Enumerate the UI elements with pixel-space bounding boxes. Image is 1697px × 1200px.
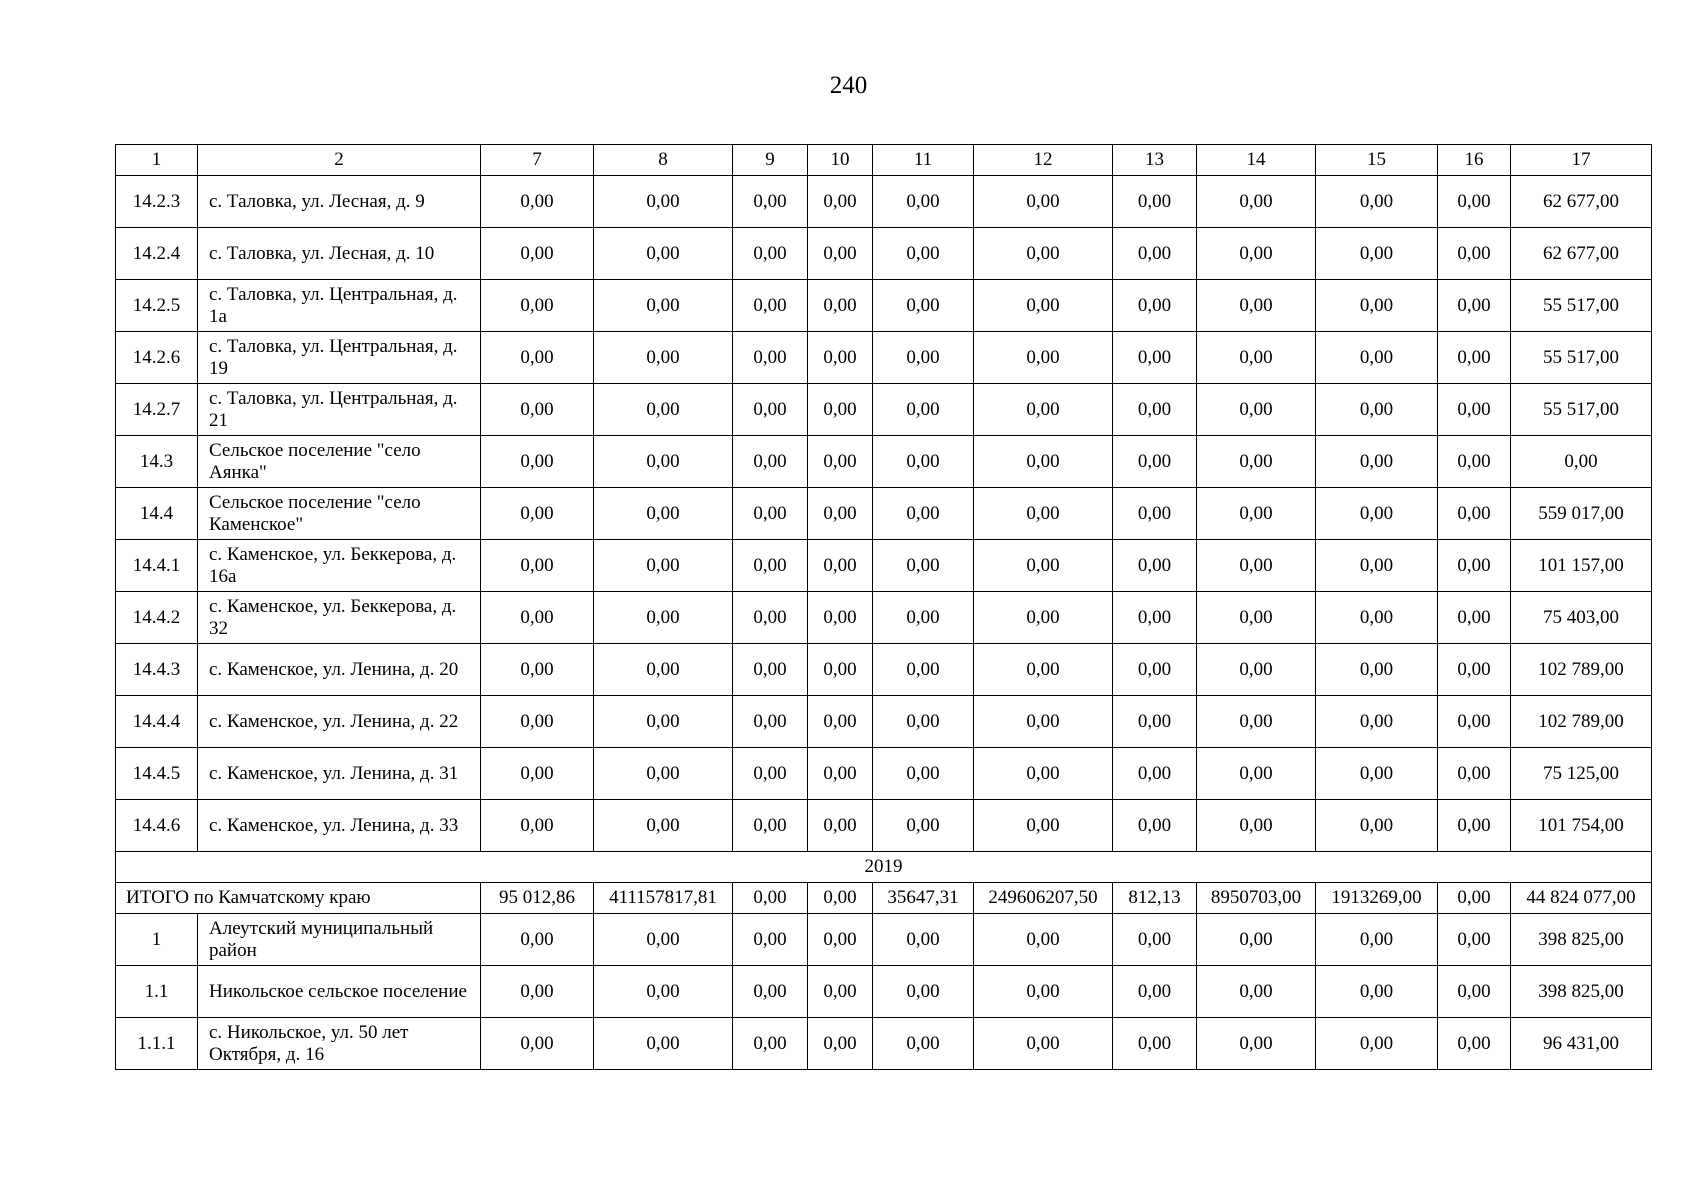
row-value: 0,00 [594, 644, 733, 696]
row-value: 0,00 [733, 592, 808, 644]
row-value: 0,00 [481, 966, 594, 1018]
row-value: 0,00 [1197, 1018, 1316, 1070]
row-value: 0,00 [873, 436, 974, 488]
table-row [116, 966, 1652, 1018]
row-value: 0,00 [1197, 592, 1316, 644]
row-value: 62 677,00 [1511, 228, 1652, 280]
row-value: 0,00 [594, 966, 733, 1018]
row-value: 0,00 [1197, 332, 1316, 384]
row-value: 0,00 [733, 332, 808, 384]
row-value: 0,00 [1316, 176, 1438, 228]
row-value: 0,00 [1197, 696, 1316, 748]
row-value: 0,00 [1316, 384, 1438, 436]
row-number: 14.2.5 [116, 280, 198, 332]
column-header: 13 [1113, 145, 1197, 176]
row-value: 0,00 [974, 436, 1113, 488]
row-value: 0,00 [1316, 914, 1438, 966]
row-value: 0,00 [873, 228, 974, 280]
row-value: 0,00 [1197, 384, 1316, 436]
row-value: 55 517,00 [1511, 384, 1652, 436]
total-value: 8950703,00 [1197, 883, 1316, 914]
row-value: 0,00 [733, 644, 808, 696]
table-row [116, 748, 1652, 800]
row-value: 75 125,00 [1511, 748, 1652, 800]
row-value: 0,00 [873, 696, 974, 748]
row-name: с. Никольское, ул. 50 лет Октября, д. 16 [198, 1018, 481, 1070]
row-value: 0,00 [594, 592, 733, 644]
row-value: 0,00 [1197, 228, 1316, 280]
row-value: 0,00 [1113, 540, 1197, 592]
table-row [116, 332, 1652, 384]
row-value: 0,00 [1113, 966, 1197, 1018]
row-number: 1.1 [116, 966, 198, 1018]
row-value: 0,00 [873, 966, 974, 1018]
row-value: 0,00 [1197, 644, 1316, 696]
row-value: 0,00 [481, 1018, 594, 1070]
row-value: 0,00 [733, 436, 808, 488]
row-number: 14.4.5 [116, 748, 198, 800]
row-value: 0,00 [974, 332, 1113, 384]
row-value: 0,00 [1316, 540, 1438, 592]
row-value: 0,00 [974, 748, 1113, 800]
total-value: 411157817,81 [594, 883, 733, 914]
row-value: 0,00 [733, 966, 808, 1018]
row-value: 0,00 [1113, 280, 1197, 332]
row-value: 0,00 [873, 280, 974, 332]
row-number: 14.4.4 [116, 696, 198, 748]
row-value: 0,00 [974, 696, 1113, 748]
row-value: 0,00 [1197, 966, 1316, 1018]
total-value: 249606207,50 [974, 883, 1113, 914]
row-value: 0,00 [873, 384, 974, 436]
row-value: 0,00 [1316, 488, 1438, 540]
row-value: 0,00 [1438, 332, 1511, 384]
row-number: 14.4.3 [116, 644, 198, 696]
row-value: 0,00 [808, 280, 873, 332]
row-value: 0,00 [594, 488, 733, 540]
row-value: 0,00 [733, 384, 808, 436]
data-table [115, 144, 1652, 1070]
row-value: 0,00 [1438, 540, 1511, 592]
row-value: 0,00 [1316, 1018, 1438, 1070]
column-header: 14 [1197, 145, 1316, 176]
row-value: 0,00 [808, 332, 873, 384]
row-name: с. Каменское, ул. Беккерова, д. 32 [198, 592, 481, 644]
row-value: 0,00 [1113, 332, 1197, 384]
row-value: 0,00 [481, 644, 594, 696]
row-value: 0,00 [733, 914, 808, 966]
row-number: 14.2.4 [116, 228, 198, 280]
row-value: 0,00 [873, 748, 974, 800]
row-value: 0,00 [974, 914, 1113, 966]
row-number: 1 [116, 914, 198, 966]
row-value: 102 789,00 [1511, 696, 1652, 748]
column-header: 11 [873, 145, 974, 176]
row-value: 0,00 [1438, 966, 1511, 1018]
row-value: 0,00 [481, 914, 594, 966]
row-value: 0,00 [808, 1018, 873, 1070]
row-value: 0,00 [1438, 592, 1511, 644]
row-value: 0,00 [873, 644, 974, 696]
row-value: 0,00 [1438, 488, 1511, 540]
row-value: 0,00 [1197, 176, 1316, 228]
row-value: 0,00 [1316, 228, 1438, 280]
row-value: 0,00 [1197, 280, 1316, 332]
row-value: 0,00 [1197, 436, 1316, 488]
row-value: 0,00 [481, 488, 594, 540]
column-header: 16 [1438, 145, 1511, 176]
total-value: 1913269,00 [1316, 883, 1438, 914]
row-value: 0,00 [808, 384, 873, 436]
row-value: 0,00 [873, 914, 974, 966]
row-value: 0,00 [733, 800, 808, 852]
row-value: 0,00 [481, 696, 594, 748]
row-value: 0,00 [1438, 914, 1511, 966]
row-name: Сельское поселение "село Аянка" [198, 436, 481, 488]
row-value: 0,00 [808, 748, 873, 800]
row-value: 0,00 [594, 748, 733, 800]
row-value: 0,00 [808, 436, 873, 488]
row-value: 0,00 [974, 488, 1113, 540]
row-value: 559 017,00 [1511, 488, 1652, 540]
row-name: Сельское поселение "село Каменское" [198, 488, 481, 540]
row-value: 0,00 [808, 800, 873, 852]
row-value: 0,00 [594, 914, 733, 966]
row-value: 0,00 [1316, 696, 1438, 748]
column-header: 17 [1511, 145, 1652, 176]
table-row [116, 644, 1652, 696]
row-name: Никольское сельское поселение [198, 966, 481, 1018]
total-value: 44 824 077,00 [1511, 883, 1652, 914]
row-value: 0,00 [873, 592, 974, 644]
row-value: 0,00 [594, 332, 733, 384]
row-number: 14.3 [116, 436, 198, 488]
row-value: 0,00 [481, 176, 594, 228]
row-value: 0,00 [1316, 800, 1438, 852]
row-name: с. Каменское, ул. Беккерова, д. 16а [198, 540, 481, 592]
row-value: 0,00 [808, 228, 873, 280]
row-value: 0,00 [873, 1018, 974, 1070]
row-number: 14.2.7 [116, 384, 198, 436]
row-number: 14.2.3 [116, 176, 198, 228]
row-name: с. Таловка, ул. Центральная, д. 21 [198, 384, 481, 436]
row-name: с. Таловка, ул. Центральная, д. 1а [198, 280, 481, 332]
row-value: 0,00 [974, 1018, 1113, 1070]
row-value: 0,00 [1316, 332, 1438, 384]
row-value: 0,00 [594, 1018, 733, 1070]
row-value: 0,00 [1438, 748, 1511, 800]
row-name: с. Таловка, ул. Лесная, д. 10 [198, 228, 481, 280]
row-value: 0,00 [873, 488, 974, 540]
table-body [116, 145, 1652, 1070]
total-value: 95 012,86 [481, 883, 594, 914]
row-value: 0,00 [733, 280, 808, 332]
row-value: 0,00 [1113, 1018, 1197, 1070]
total-value: 0,00 [1438, 883, 1511, 914]
row-value: 0,00 [1438, 644, 1511, 696]
row-value: 0,00 [1316, 592, 1438, 644]
row-value: 0,00 [1316, 436, 1438, 488]
table-row [116, 436, 1652, 488]
row-value: 101 157,00 [1511, 540, 1652, 592]
row-value: 0,00 [594, 228, 733, 280]
row-value: 0,00 [974, 644, 1113, 696]
row-value: 0,00 [733, 228, 808, 280]
row-value: 0,00 [733, 1018, 808, 1070]
total-value: 0,00 [733, 883, 808, 914]
row-value: 0,00 [1197, 488, 1316, 540]
table-row [116, 592, 1652, 644]
row-value: 0,00 [1316, 644, 1438, 696]
row-value: 0,00 [808, 696, 873, 748]
row-value: 0,00 [1113, 176, 1197, 228]
total-label: ИТОГО по Камчатскому краю [116, 883, 481, 914]
row-value: 0,00 [1316, 280, 1438, 332]
row-name: с. Каменское, ул. Ленина, д. 31 [198, 748, 481, 800]
row-value: 0,00 [873, 540, 974, 592]
row-value: 0,00 [1316, 966, 1438, 1018]
column-header: 15 [1316, 145, 1438, 176]
table-row [116, 1018, 1652, 1070]
row-value: 0,00 [1113, 696, 1197, 748]
row-value: 0,00 [974, 280, 1113, 332]
row-value: 0,00 [733, 488, 808, 540]
table-row [116, 800, 1652, 852]
year-row [116, 852, 1652, 883]
row-name: с. Каменское, ул. Ленина, д. 22 [198, 696, 481, 748]
row-value: 0,00 [1438, 1018, 1511, 1070]
row-value: 0,00 [1113, 384, 1197, 436]
row-value: 0,00 [481, 280, 594, 332]
row-number: 14.4.6 [116, 800, 198, 852]
row-value: 0,00 [481, 540, 594, 592]
column-header: 8 [594, 145, 733, 176]
row-value: 0,00 [1438, 800, 1511, 852]
row-value: 0,00 [733, 540, 808, 592]
row-number: 14.4 [116, 488, 198, 540]
row-value: 0,00 [1438, 280, 1511, 332]
row-value: 0,00 [1197, 540, 1316, 592]
row-value: 0,00 [974, 540, 1113, 592]
row-name: Алеутский муниципальный район [198, 914, 481, 966]
row-value: 0,00 [1511, 436, 1652, 488]
column-header: 7 [481, 145, 594, 176]
column-header: 2 [198, 145, 481, 176]
table-row [116, 176, 1652, 228]
row-value: 0,00 [1197, 748, 1316, 800]
row-value: 0,00 [808, 914, 873, 966]
row-number: 14.4.2 [116, 592, 198, 644]
row-value: 0,00 [594, 176, 733, 228]
column-header: 1 [116, 145, 198, 176]
column-header: 10 [808, 145, 873, 176]
row-value: 0,00 [1438, 696, 1511, 748]
row-value: 0,00 [481, 228, 594, 280]
row-value: 0,00 [481, 384, 594, 436]
column-header: 9 [733, 145, 808, 176]
row-value: 0,00 [594, 696, 733, 748]
row-value: 102 789,00 [1511, 644, 1652, 696]
row-value: 0,00 [808, 540, 873, 592]
row-value: 0,00 [1438, 384, 1511, 436]
table-row [116, 488, 1652, 540]
row-value: 0,00 [594, 280, 733, 332]
row-value: 0,00 [1197, 914, 1316, 966]
table-row [116, 540, 1652, 592]
row-value: 75 403,00 [1511, 592, 1652, 644]
row-value: 0,00 [974, 176, 1113, 228]
row-value: 55 517,00 [1511, 332, 1652, 384]
row-value: 0,00 [1316, 748, 1438, 800]
row-value: 0,00 [1113, 748, 1197, 800]
row-value: 0,00 [594, 384, 733, 436]
row-value: 0,00 [481, 748, 594, 800]
row-name: с. Каменское, ул. Ленина, д. 20 [198, 644, 481, 696]
table-row [116, 696, 1652, 748]
row-value: 0,00 [974, 800, 1113, 852]
row-value: 0,00 [974, 592, 1113, 644]
table-row [116, 228, 1652, 280]
row-number: 14.4.1 [116, 540, 198, 592]
row-value: 0,00 [481, 800, 594, 852]
table-row [116, 384, 1652, 436]
row-value: 0,00 [1438, 176, 1511, 228]
total-value: 35647,31 [873, 883, 974, 914]
row-name: с. Таловка, ул. Центральная, д. 19 [198, 332, 481, 384]
row-value: 0,00 [733, 748, 808, 800]
row-value: 0,00 [808, 966, 873, 1018]
row-name: с. Таловка, ул. Лесная, д. 9 [198, 176, 481, 228]
row-value: 62 677,00 [1511, 176, 1652, 228]
row-value: 96 431,00 [1511, 1018, 1652, 1070]
row-value: 0,00 [481, 436, 594, 488]
row-value: 0,00 [594, 540, 733, 592]
table-row [116, 280, 1652, 332]
column-header: 12 [974, 145, 1113, 176]
row-value: 0,00 [808, 592, 873, 644]
total-value: 812,13 [1113, 883, 1197, 914]
row-value: 0,00 [1113, 592, 1197, 644]
row-value: 0,00 [808, 644, 873, 696]
row-value: 0,00 [1438, 436, 1511, 488]
row-value: 0,00 [481, 592, 594, 644]
row-value: 101 754,00 [1511, 800, 1652, 852]
row-value: 0,00 [1113, 914, 1197, 966]
page-number: 240 [829, 72, 868, 99]
column-header-row [116, 145, 1652, 176]
row-value: 0,00 [733, 696, 808, 748]
row-value: 0,00 [808, 176, 873, 228]
row-value: 0,00 [1197, 800, 1316, 852]
row-value: 0,00 [594, 436, 733, 488]
row-value: 0,00 [808, 488, 873, 540]
row-value: 55 517,00 [1511, 280, 1652, 332]
row-value: 0,00 [974, 228, 1113, 280]
row-value: 0,00 [1113, 436, 1197, 488]
row-value: 398 825,00 [1511, 914, 1652, 966]
row-value: 0,00 [873, 800, 974, 852]
row-value: 0,00 [1113, 488, 1197, 540]
row-number: 1.1.1 [116, 1018, 198, 1070]
row-value: 0,00 [481, 332, 594, 384]
total-row [116, 883, 1652, 914]
row-value: 0,00 [1438, 228, 1511, 280]
row-number: 14.2.6 [116, 332, 198, 384]
row-value: 0,00 [873, 332, 974, 384]
row-value: 0,00 [1113, 644, 1197, 696]
row-name: с. Каменское, ул. Ленина, д. 33 [198, 800, 481, 852]
row-value: 0,00 [974, 966, 1113, 1018]
row-value: 0,00 [1113, 800, 1197, 852]
row-value: 398 825,00 [1511, 966, 1652, 1018]
row-value: 0,00 [873, 176, 974, 228]
row-value: 0,00 [594, 800, 733, 852]
row-value: 0,00 [974, 384, 1113, 436]
row-value: 0,00 [733, 176, 808, 228]
total-value: 0,00 [808, 883, 873, 914]
table-row [116, 914, 1652, 966]
year-label: 2019 [116, 852, 1652, 883]
row-value: 0,00 [1113, 228, 1197, 280]
